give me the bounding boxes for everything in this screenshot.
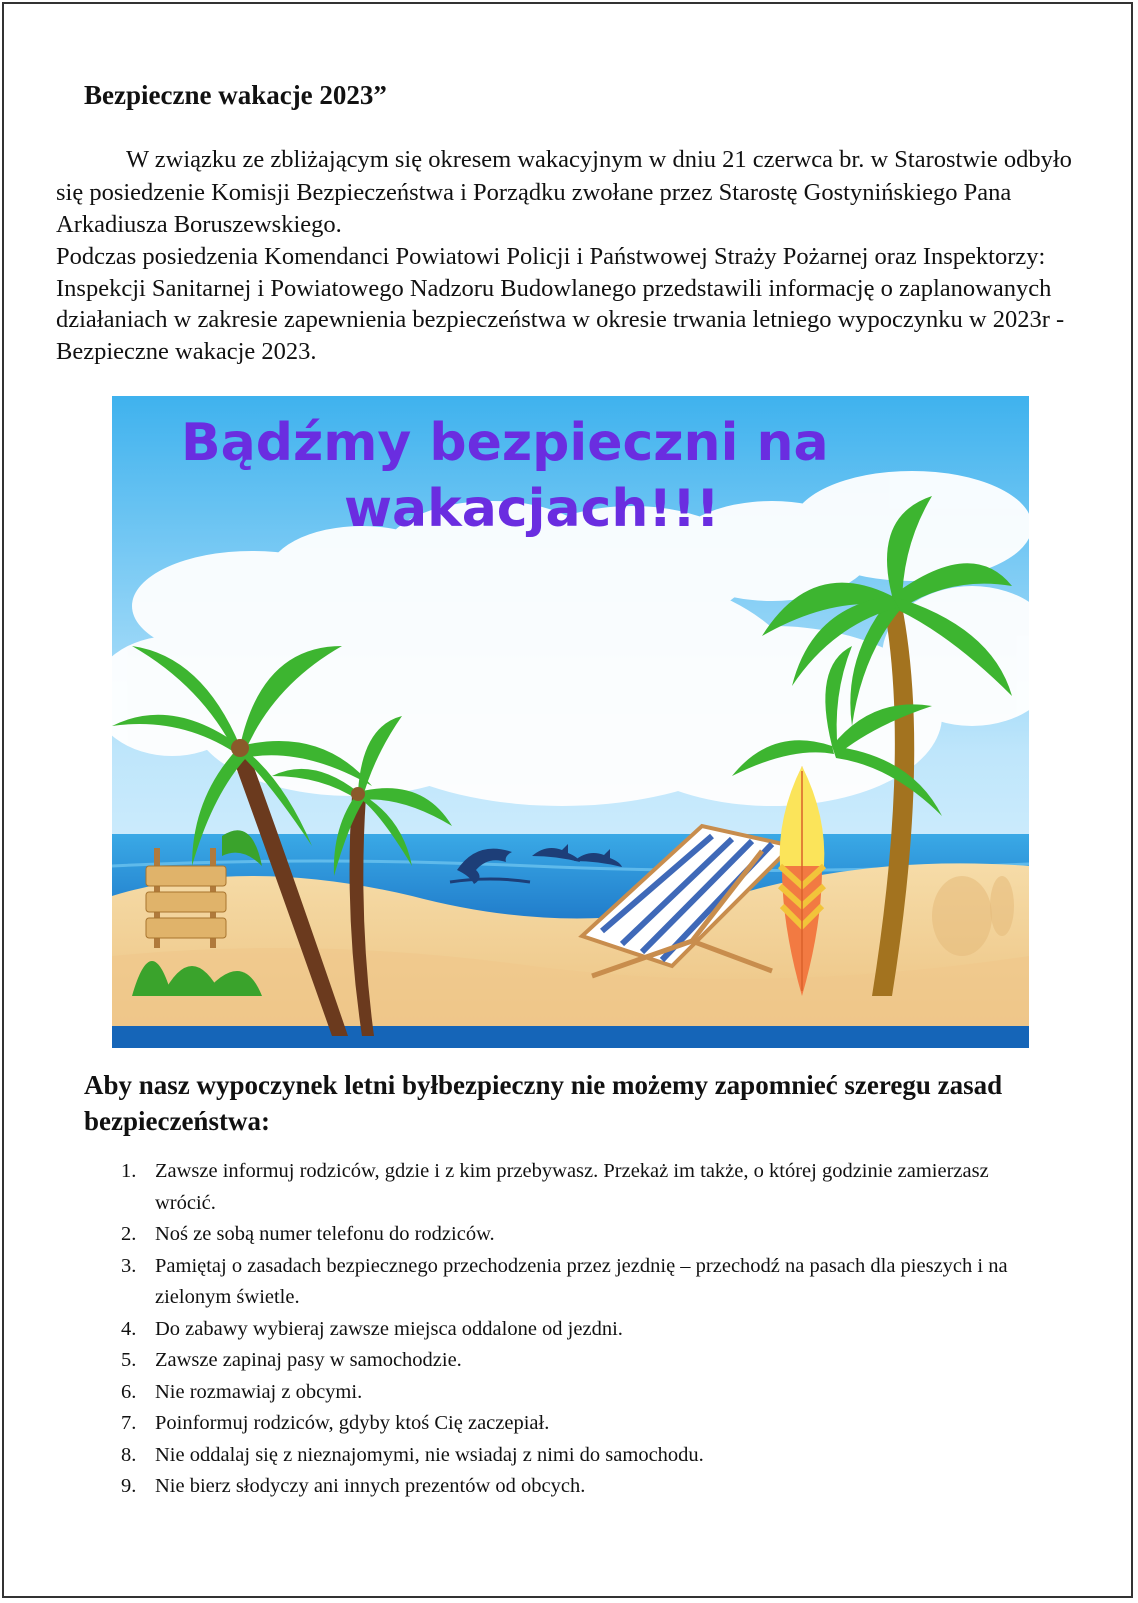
list-item-text: Zawsze informuj rodziców, gdzie i z kim przebywasz. Przekaż im także, o której godzinie zamierzasz wrócić. xyxy=(155,1160,989,1214)
list-item-number: 7. xyxy=(121,1412,137,1434)
list-item-text: Nie oddalaj się z nieznajomymi, nie wsiadaj z nimi do samochodu. xyxy=(155,1443,704,1466)
list-item-text: Noś ze sobą numer telefonu do rodziców. xyxy=(155,1223,495,1245)
list-item-number: 2. xyxy=(121,1223,137,1245)
list-item xyxy=(121,1156,1041,1219)
safety-rules-list xyxy=(121,1156,1041,1503)
list-item-number: 8. xyxy=(121,1443,137,1466)
list-item xyxy=(121,1440,1041,1472)
list-item-text: Nie bierz słodyczy ani innych prezentów od obcych. xyxy=(155,1475,586,1497)
vacation-banner-image xyxy=(112,396,1029,1048)
rules-heading: Aby nasz wypoczynek letni byłbezpieczny nie możemy zapomnieć szeregu zasad bezpieczeństwa: xyxy=(84,1070,1003,1136)
list-item xyxy=(121,1471,1041,1503)
list-item xyxy=(121,1314,1041,1346)
list-item-number: 6. xyxy=(121,1380,137,1403)
banner-line-2: wakacjach!!! xyxy=(344,479,720,539)
list-item-text: Poinformuj rodziców, gdyby ktoś Cię zaczepiał. xyxy=(155,1412,550,1434)
list-item-number: 3. xyxy=(121,1254,137,1277)
list-item-number: 4. xyxy=(121,1317,137,1340)
list-item xyxy=(121,1345,1041,1377)
intro-paragraph: W związku ze zbliżającym się okresem wakacyjnym w dniu 21 czerwca br. w Starostwie odbyło się posiedzenie Komisji Bezpieczeństwa i Porządku zwołane przez Starostę Gostynińskiego Pana Arkadiusza Boruszewskiego. xyxy=(56,146,1072,238)
bottom-water-band xyxy=(112,1026,1029,1048)
list-item-text: Zawsze zapinaj pasy w samochodzie. xyxy=(155,1349,462,1371)
page-title: Bezpieczne wakacje 2023” xyxy=(84,80,387,110)
list-item-text: Pamiętaj o zasadach bezpiecznego przechodzenia przez jezdnię – przechodź na pasach dla pieszych i na zielonym świetle. xyxy=(155,1254,1008,1308)
list-item-number: 9. xyxy=(121,1475,137,1497)
banner-line-1: Bądźmy bezpieczni na xyxy=(181,413,829,473)
list-item xyxy=(121,1219,1041,1251)
list-item-number: 5. xyxy=(121,1349,137,1371)
list-item xyxy=(121,1377,1041,1409)
intro-paragraph-2: Podczas posiedzenia Komendanci Powiatowi Policji i Państwowej Straży Pożarnej oraz Inspektorzy: Inspekcji Sanitarnej i Powiatowego Nadzoru Budowlanego przedstawili informację o zaplanowanych działaniach w zakresie zapewnienia bezpieczeństwa w okresie trwania letniego wypoczynku w 2023r - Bezpieczne wakacje 2023. xyxy=(56,243,1065,365)
list-item xyxy=(121,1251,1041,1314)
list-item-number: 1. xyxy=(121,1160,137,1182)
list-item-text: Do zabawy wybieraj zawsze miejsca oddalone od jezdni. xyxy=(155,1317,623,1340)
list-item-text: Nie rozmawiaj z obcymi. xyxy=(155,1380,363,1403)
list-item xyxy=(121,1408,1041,1440)
